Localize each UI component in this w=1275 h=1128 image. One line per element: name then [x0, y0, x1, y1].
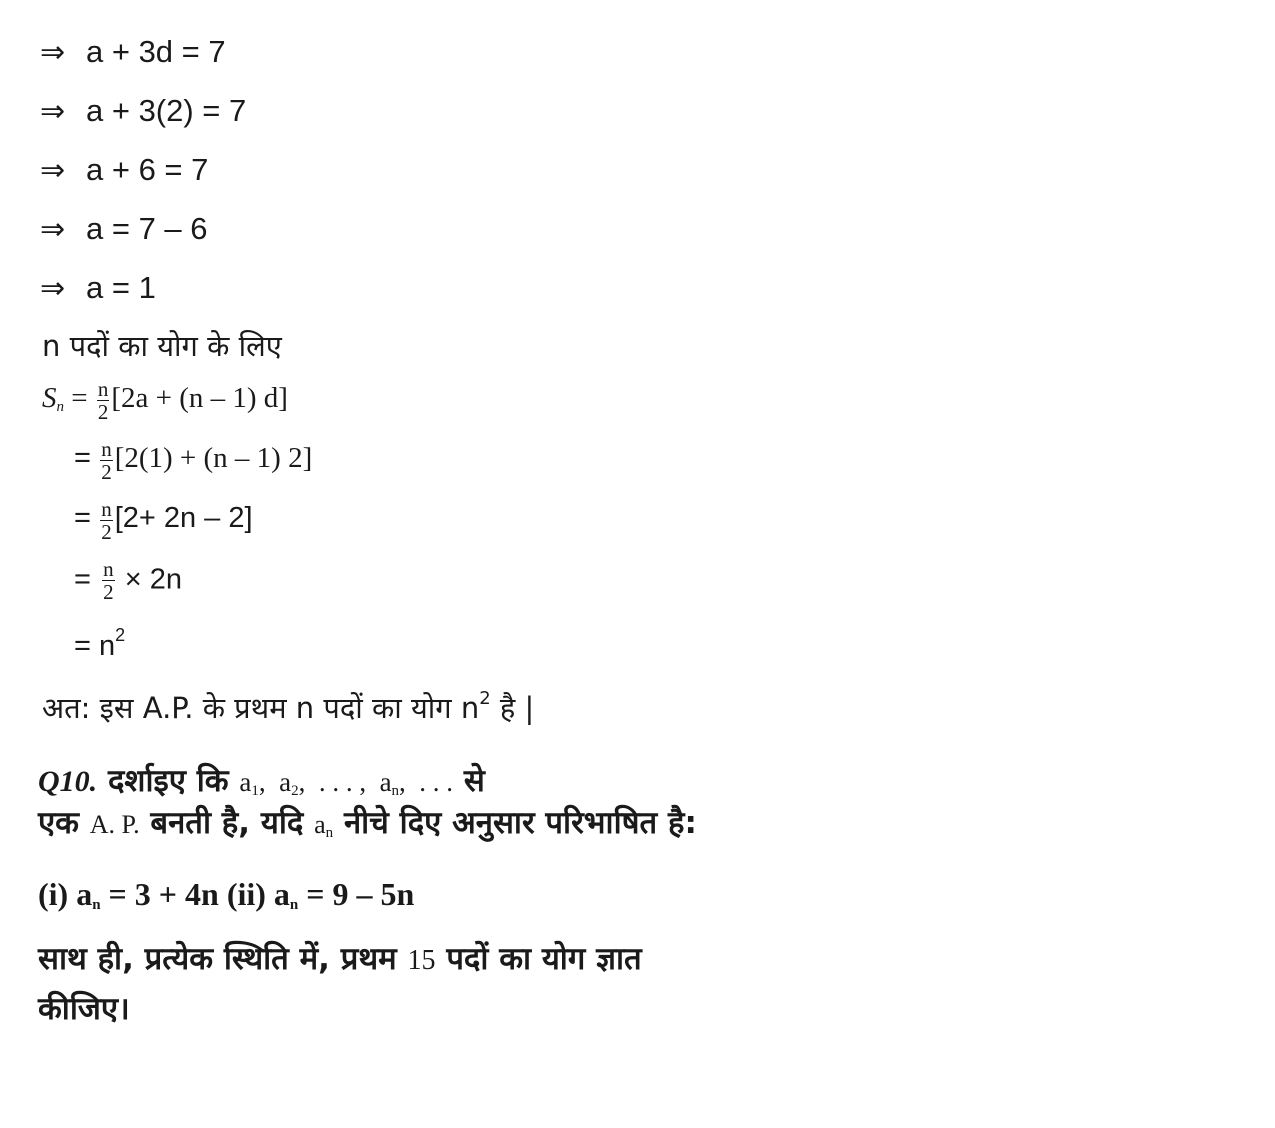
question-line-2: एक A. P. बनती है, यदि $a_n$ नीचे दिए अनुसार परिभाषित है:: [38, 805, 697, 841]
step-5: [40, 272, 156, 304]
step-text: a + 6 = 7: [86, 152, 209, 187]
formula-result: = $n^2$: [74, 625, 126, 662]
question-line-4: साथ ही, प्रत्येक स्थिति में, प्रथम 15 पदों का योग ज्ञात: [38, 941, 642, 977]
fraction-n-over-2: $\frac{n}{2}$: [103, 557, 114, 605]
step-text: a = 7 – 6: [86, 211, 208, 246]
formula-step-4: = $\frac{n}{2}$ × 2n: [74, 557, 182, 605]
fraction-n-over-2: $\frac{n}{2}$: [101, 497, 112, 545]
conclusion: अत: इस A.P. के प्रथम n पदों का योग $n^2$ है |: [42, 688, 535, 725]
sum-heading: n पदों का योग के लिए: [42, 329, 282, 363]
step-text: a + 3d = 7: [86, 34, 226, 69]
question-line-1: Q10. दर्शाइए कि $a_1$, $a_2$, . . . , $a_n$, . . . से: [38, 763, 485, 799]
formula-rhs: [2a + (n – 1) d]: [111, 382, 288, 415]
implies-arrow-icon: ⇒: [40, 212, 66, 247]
formula-step-2: = $\frac{n}{2}$ [2(1) + (n – 1) 2]: [74, 437, 313, 485]
question-line-5: कीजिए।: [38, 991, 130, 1027]
implies-arrow-icon: ⇒: [40, 153, 66, 188]
formula-step-3: = $\frac{n}{2}$ [2+ 2n – 2]: [74, 497, 253, 545]
step-4: [40, 213, 208, 245]
fraction-n-over-2: $\frac{n}{2}$: [97, 377, 109, 425]
sum-formula: $S_n$ = $\frac{n}{2}$ [2a + (n – 1) d]: [42, 377, 288, 425]
formula-lhs: $S_n$: [42, 382, 64, 416]
step-text: a + 3(2) = 7: [86, 93, 247, 128]
fraction-n-over-2: $\frac{n}{2}$: [101, 437, 112, 485]
implies-arrow-icon: ⇒: [40, 94, 66, 129]
step-1: [40, 36, 226, 68]
implies-arrow-icon: ⇒: [40, 35, 66, 70]
question-number: Q10.: [38, 765, 98, 798]
question-parts: (i) $a_n = 3 + 4n$ (ii) $a_n = 9 - 5n$: [38, 876, 415, 913]
step-text: a = 1: [86, 270, 156, 305]
implies-arrow-icon: ⇒: [40, 271, 66, 306]
step-3: [40, 154, 208, 186]
step-2: [40, 95, 246, 127]
